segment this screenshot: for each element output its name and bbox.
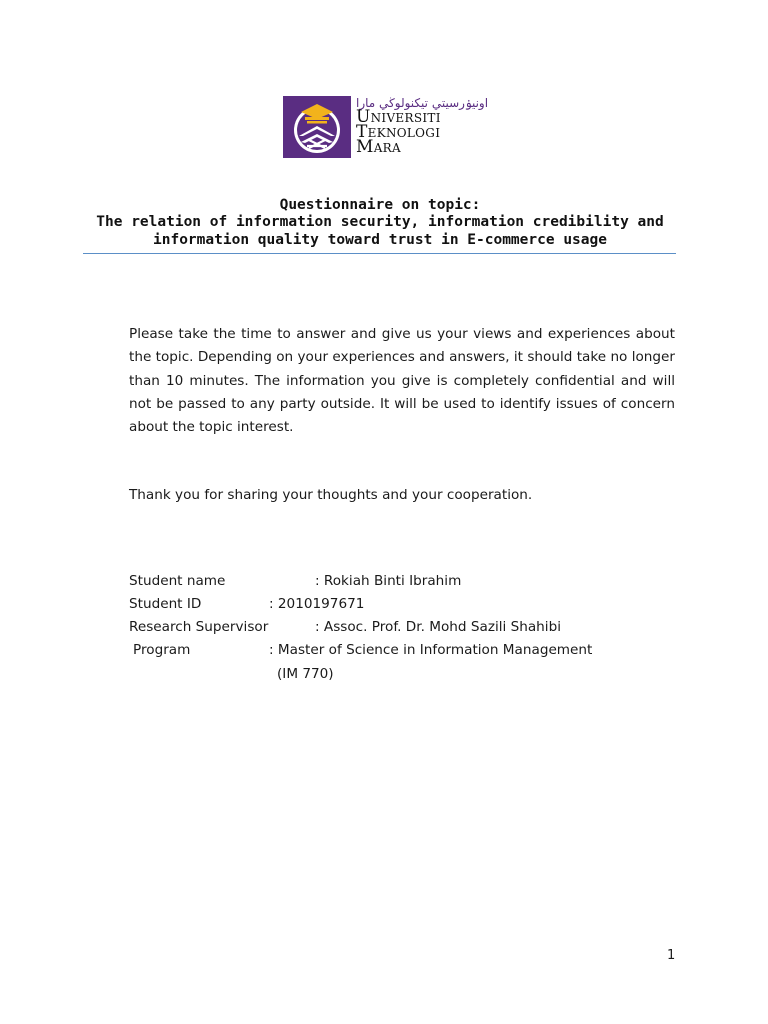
supervisor-value: : Assoc. Prof. Dr. Mohd Sazili Shahibi xyxy=(315,619,561,635)
topic-title-line-2: information quality toward trust in E-commerce usage xyxy=(153,232,607,248)
logo-line-1: Universiti xyxy=(356,107,441,127)
university-name xyxy=(356,107,441,157)
crest-icon xyxy=(283,96,353,158)
arabic-script: اونيۏرسيتي تيكنولوڬي مارا xyxy=(356,96,489,110)
university-logo xyxy=(283,96,489,158)
questionnaire-heading: Questionnaire on topic: xyxy=(279,197,481,213)
program-label: Program xyxy=(133,642,191,658)
thanks-paragraph: Thank you for sharing your thoughts and your cooperation. xyxy=(129,487,533,503)
student-id-value: : 2010197671 xyxy=(269,596,365,612)
logo-line-2: Teknologi xyxy=(356,122,441,142)
heading-divider xyxy=(83,253,676,254)
program-code: (IM 770) xyxy=(277,666,334,682)
supervisor-label: Research Supervisor xyxy=(129,619,269,635)
student-id-label: Student ID xyxy=(129,596,202,612)
logo-line-3: Mara xyxy=(356,137,401,157)
topic-title-line-1: The relation of information security, information credibility and xyxy=(96,214,664,230)
student-name-value: : Rokiah Binti Ibrahim xyxy=(315,573,462,589)
intro-paragraph: Please take the time to answer and give us your views and experiences about the topic. Depending on your experiences and answers, it should take no longer than 10 minutes. The information you give is completely confidential and will not be passed to any party outside. It will be used to identify issues of concern about the topic interest. xyxy=(129,326,675,436)
program-value: : Master of Science in Information Management xyxy=(269,642,593,658)
page-number: 1 xyxy=(667,948,676,963)
student-name-label: Student name xyxy=(129,573,226,589)
